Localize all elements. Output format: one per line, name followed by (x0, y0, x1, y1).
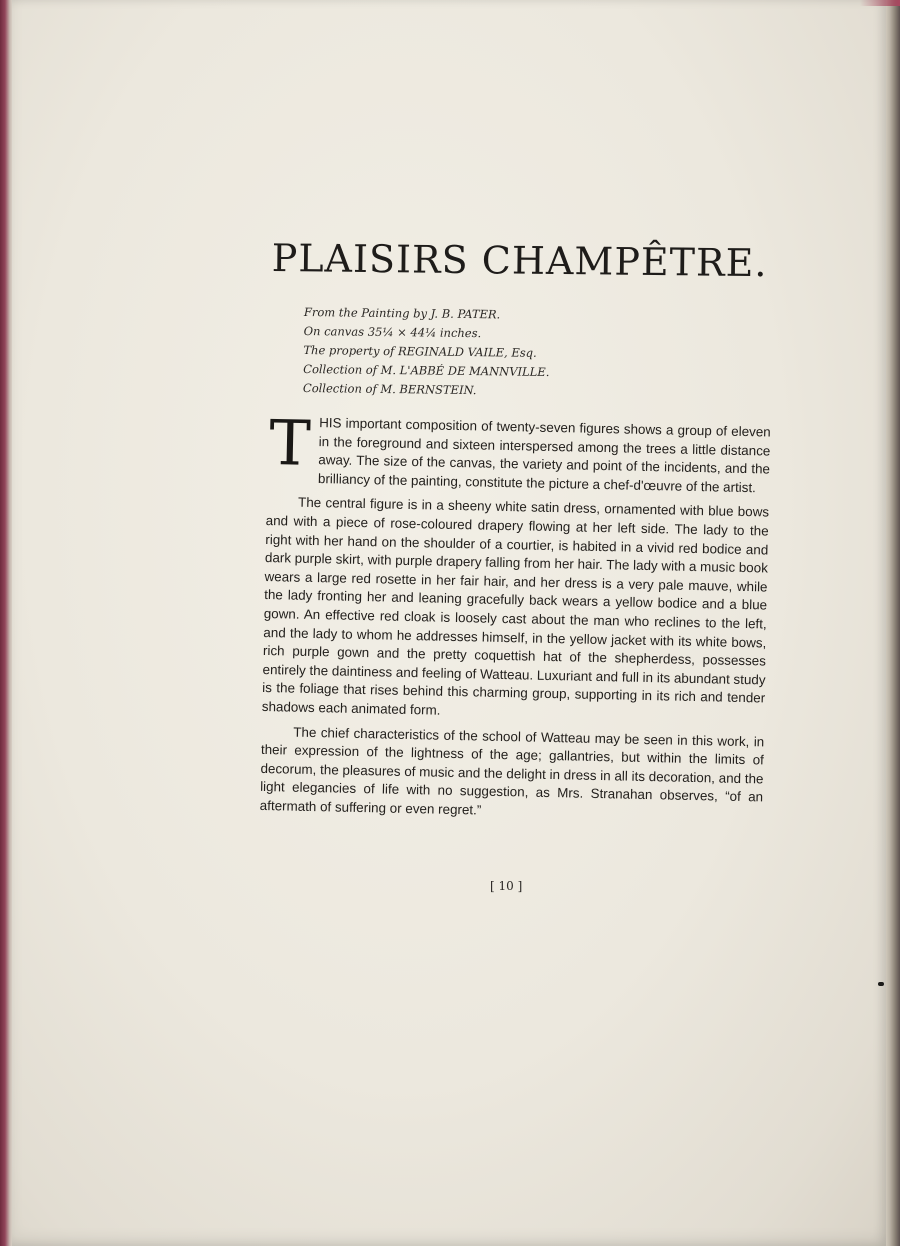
paragraph-3: The chief characteristics of the school of Watteau may be seen in this work, in their expression of the lightness of the age; gallantries, but within the limits of decorum, the pleasures of music and the delight in dress in all its decoration, and the light elegancies of life with no suggestion, as Mrs. Stranahan observes, “of an aftermath of suffering or even regret.” (259, 724, 765, 818)
ink-speck (878, 982, 884, 986)
provenance-line: On canvas 35¼ × 44¼ inches. (303, 323, 482, 341)
provenance-block (303, 303, 550, 401)
provenance-line: Collection of M. BERNSTEIN. (302, 380, 477, 398)
provenance-line: From the Painting by J. B. PATER. (303, 304, 501, 322)
body-text (259, 406, 771, 832)
page-edge-shadow (886, 0, 900, 1246)
paragraph-2: The central figure is in a sheeny white satin dress, ornamented with blue bows and with a piece of rose-coloured drapery flowing at her left side. The lady to the right with her hand on the shoulder of a courtier, is habited in a vivid red bodice and dark purple skirt, with purple drapery falling from her hair. The lady with a music book wears a large red rosette in her fair hair, and her dress is a very pale mauve, while the lady fronting her and leaning gracefully back wears a yellow bodice and a blue gown. An effective red cloak is loosely cast about the man who reclines to the left, and the lady to whom he addresses himself, in the yellow jacket with its white bows, rich purple gown and the pretty coquettish hat of the shepherdess, possesses entirely the daintiness and feeling of Watteau. Luxuriant and full in its abundant study is the foliage that rises behind this charming group, supporting in its rich and tender shadows each animated form. (261, 495, 770, 718)
paper-page (12, 0, 888, 1246)
provenance-line: The property of REGINALD VAILE, Esq. (303, 342, 537, 360)
binding-corner (860, 0, 900, 6)
paragraph-1 (266, 406, 771, 498)
page-number: [ 10 ] (490, 879, 523, 893)
provenance-line: Collection of M. L'ABBÉ DE MANNVILLE. (303, 361, 550, 380)
page-title: PLAISIRS CHAMPÊTRE. (271, 236, 768, 286)
paragraph-1-text: HIS important composition of twenty-seven figures shows a group of eleven in the foreground and sixteen interspersed among the trees a little distance away. The size of the canvas, the variety and point of the incidents, and the brilliancy of the painting, constitute the picture a chef-d'œuvre of the artist. (317, 415, 771, 496)
drop-cap: T (268, 406, 312, 480)
